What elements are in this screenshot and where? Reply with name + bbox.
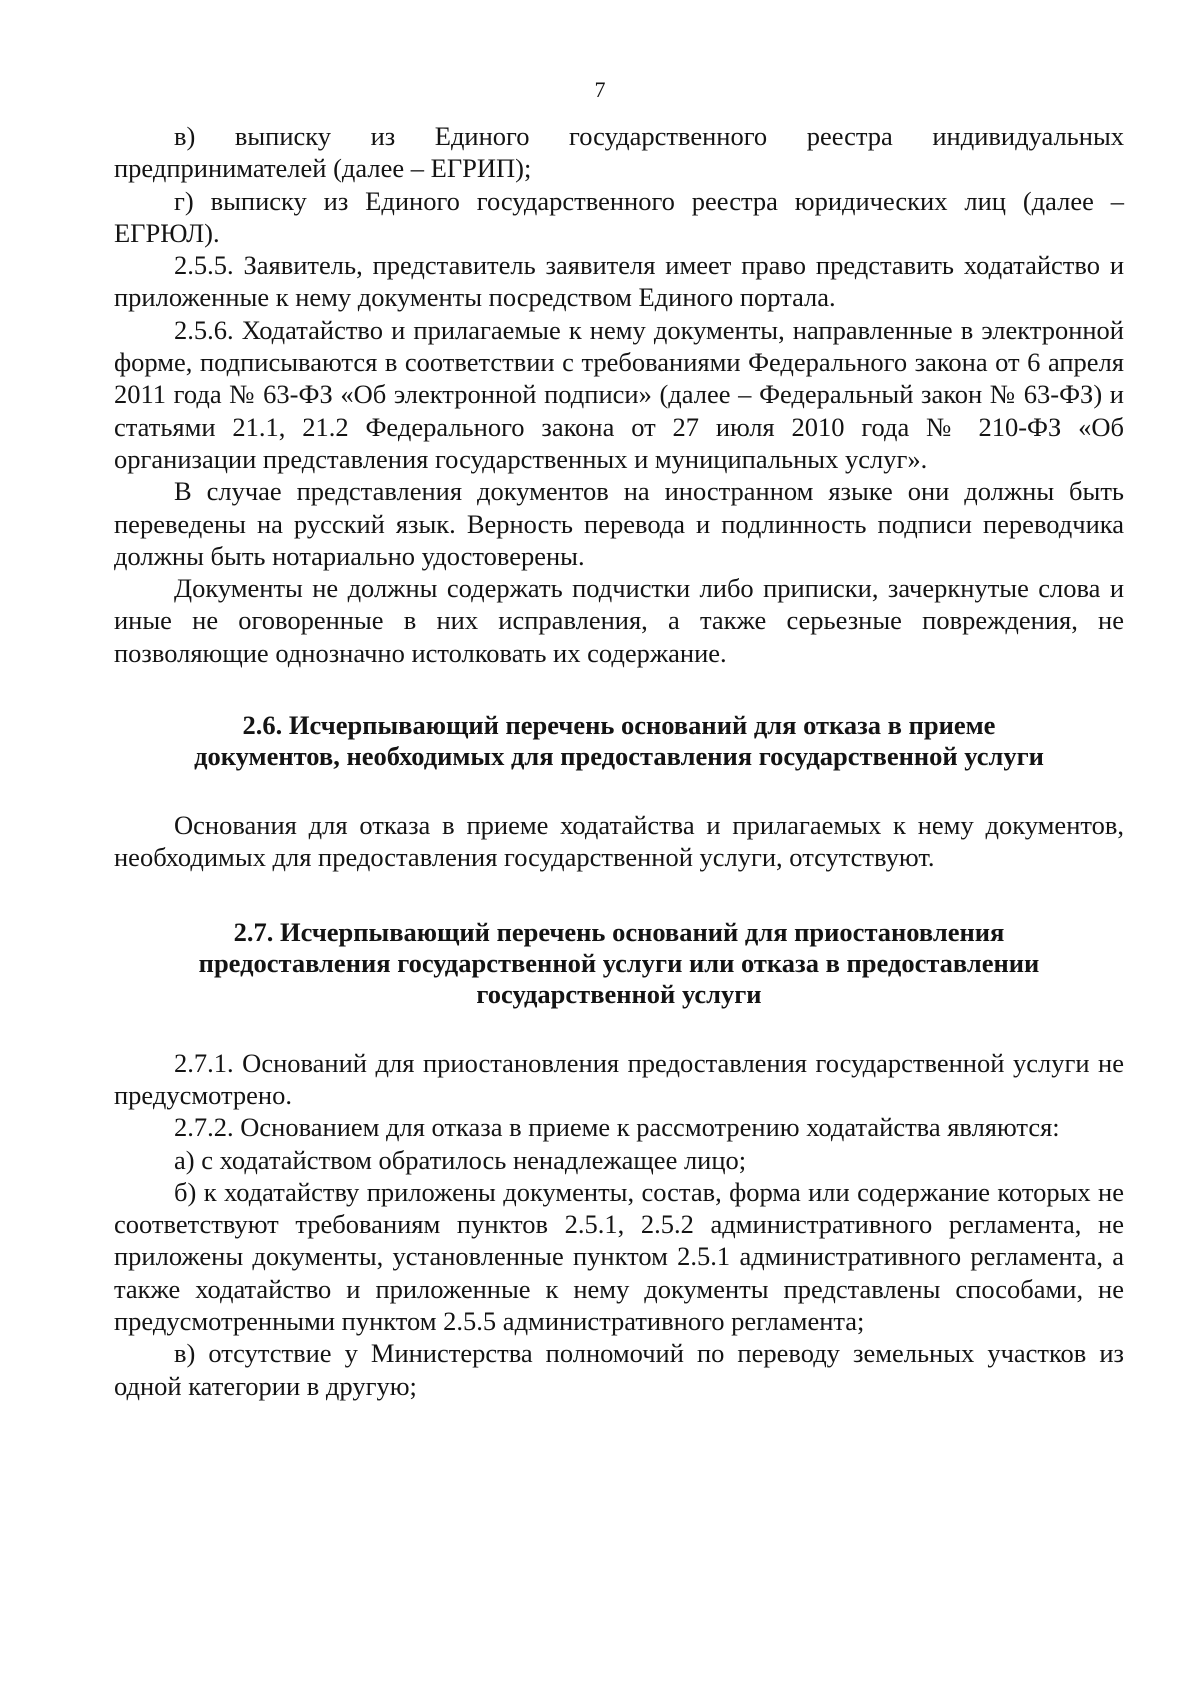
list-item-v: в) отсутствие у Министерства полномочий по переводу земельных участков из одной категории в другую; bbox=[114, 1338, 1124, 1401]
section-heading-2-7: 2.7. Исчерпывающий перечень оснований для приостановления предоставления государственной услуги или отказа в предоставлении государственной услуги bbox=[198, 916, 1040, 1009]
list-item-a: а) с ходатайством обратилось ненадлежащее лицо; bbox=[174, 1144, 747, 1175]
paragraph-egrip: в) выписку из Единого государственного реестра индивидуальных предпринимателей (далее – ЕГРИП); bbox=[114, 121, 1124, 184]
section-heading-2-6: 2.6. Исчерпывающий перечень оснований для отказа в приеме документов, необходимых для предоставления государственной услуги bbox=[194, 710, 1044, 772]
paragraph-egrul: г) выписку из Единого государственного реестра юридических лиц (далее – ЕГРЮЛ). bbox=[114, 185, 1124, 248]
list-item-b: б) к ходатайству приложены документы, состав, форма или содержание которых не соответствуют требованиям пунктов 2.5.1, 2.5.2 административного регламента, не приложены документы, установленные пунктом 2.5.1 административного регламента, а также ходатайство и приложенные к нему документы представлены способами, не предусмотренными пунктом 2.5.5 административного регламента; bbox=[114, 1176, 1124, 1337]
paragraph-2-5-6: 2.5.6. Ходатайство и прилагаемые к нему документы, направленные в электронной форме, подписываются в соответствии с требованиями Федерального закона от 6 апреля 2011 года № 63-ФЗ «Об электронной подписи» (далее – Федеральный закон № 63-ФЗ) и статьями 21.1, 21.2 Федерального закона от 27 июля 2010 года № 210-ФЗ «Об организации представления государственных и муниципальных услуг». bbox=[114, 314, 1124, 474]
paragraph-foreign-language: В случае представления документов на иностранном языке они должны быть переведены на русский язык. Верность перевода и подлинность подписи переводчика должны быть нотариально удостоверены. bbox=[114, 476, 1124, 571]
paragraph-no-grounds: Основания для отказа в приеме ходатайства и прилагаемых к нему документов, необходимых для предоставления государственной услуги, отсутствуют. bbox=[114, 810, 1124, 873]
page-number: 7 bbox=[594, 77, 606, 102]
paragraph-2-7-2: 2.7.2. Основанием для отказа в приеме к рассмотрению ходатайства являются: bbox=[174, 1112, 1060, 1143]
paragraph-no-corrections: Документы не должны содержать подчистки либо приписки, зачеркнутые слова и иные не оговоренные в них исправления, а также серьезные повреждения, не позволяющие однозначно истолковать их содержание. bbox=[114, 573, 1124, 668]
page-body bbox=[114, 120, 1124, 1402]
paragraph-2-5-5: 2.5.5. Заявитель, представитель заявителя имеет право представить ходатайство и приложенные к нему документы посредством Единого портала. bbox=[114, 250, 1124, 313]
paragraph-2-7-1: 2.7.1. Оснований для приостановления предоставления государственной услуги не предусмотрено. bbox=[114, 1047, 1124, 1110]
